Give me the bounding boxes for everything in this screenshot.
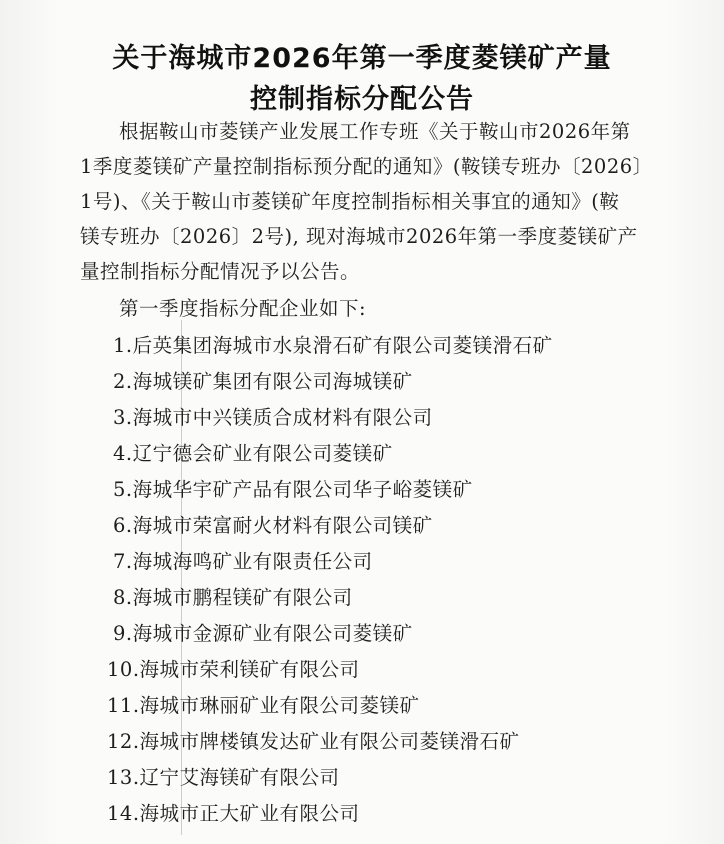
company-list-item: 12.海城市牌楼镇发达矿业有限公司菱镁滑石矿	[107, 730, 520, 753]
company-list-item: 9.海城市金源矿业有限公司菱镁矿	[113, 622, 413, 645]
company-list-item: 4.辽宁德会矿业有限公司菱镁矿	[113, 442, 393, 465]
company-list-item: 1.后英集团海城市水泉滑石矿有限公司菱镁滑石矿	[113, 334, 553, 357]
document-title-line-1: 关于海城市2026年第一季度菱镁矿产量	[112, 43, 612, 74]
page-fold-line	[181, 320, 182, 835]
intro-line-3: 1号)、《关于鞍山市菱镁矿年度控制指标相关事宜的通知》(鞍	[80, 190, 620, 213]
company-list-item: 2.海城镁矿集团有限公司海城镁矿	[113, 370, 413, 393]
company-list-item: 3.海城市中兴镁质合成材料有限公司	[113, 406, 433, 429]
intro-line-5: 量控制指标分配情况予以公告。	[80, 260, 361, 283]
company-list-item: 5.海城华宇矿产品有限公司华子峪菱镁矿	[113, 478, 473, 501]
intro-line-1: 根据鞍山市菱镁产业发展工作专班《关于鞍山市2026年第	[119, 120, 631, 143]
company-list-item: 7.海城海鸣矿业有限责任公司	[113, 550, 373, 573]
company-list-item: 8.海城市鹏程镁矿有限公司	[113, 586, 353, 609]
intro-line-2: 1季度菱镁矿产量控制指标预分配的通知》(鞍镁专班办〔2026〕	[80, 155, 653, 178]
intro-line-4: 镁专班办〔2026〕2号), 现对海城市2026年第一季度菱镁矿产	[80, 225, 638, 248]
company-list-item: 13.辽宁艾海镁矿有限公司	[107, 766, 340, 789]
company-list-item: 14.海城市正大矿业有限公司	[107, 802, 360, 825]
list-heading: 第一季度指标分配企业如下:	[119, 297, 367, 320]
company-list-item: 10.海城市荣利镁矿有限公司	[107, 658, 360, 681]
document-title-line-2: 控制指标分配公告	[250, 84, 474, 115]
company-list-item: 11.海城市琳丽矿业有限公司菱镁矿	[107, 694, 420, 717]
company-list-item: 6.海城市荣富耐火材料有限公司镁矿	[113, 514, 433, 537]
